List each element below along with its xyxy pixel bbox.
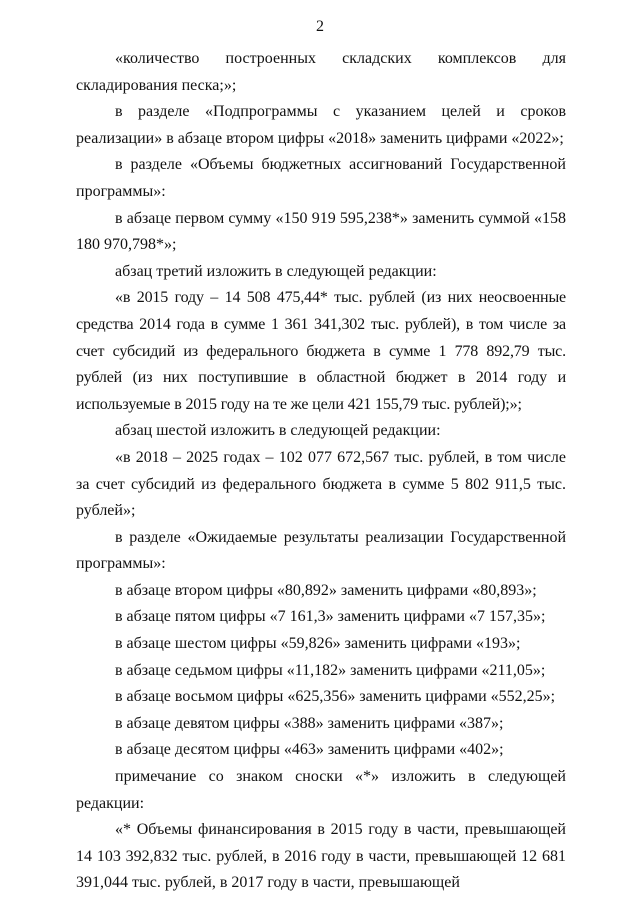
paragraph-13: в абзаце седьмом цифры «11,182» заменить цифрами «211,05»; xyxy=(115,661,546,679)
paragraph-12: в абзаце шестом цифры «59,826» заменить цифрами «193»; xyxy=(115,635,521,653)
paragraph-17: примечание со знаком сноски «*» изложить в следующей редакции: xyxy=(76,768,566,812)
page-number: 2 xyxy=(316,18,324,35)
paragraph-1: «количество построенных складских комплексов для складирования песка;»; xyxy=(76,50,566,94)
paragraph-14: в абзаце восьмом цифры «625,356» заменить цифрами «552,25»; xyxy=(115,688,556,706)
paragraph-10: в абзаце втором цифры «80,892» заменить цифрами «80,893»; xyxy=(115,581,537,599)
paragraph-6: «в 2015 году – 14 508 475,44* тыс. рублей (из них неосвоенные средства 2014 года в сумме 1 361 341,302 тыс. рублей), в том числе за счет субсидий из федерального бюджета в сумме 1 778 892,79 тыс. рублей (из них поступившие в областной бюджет в 2014 году и используемые в 2015 году на те же цели 421 155,79 тыс. рублей);»; xyxy=(76,289,566,413)
paragraph-8: «в 2018 – 2025 годах – 102 077 672,567 тыс. рублей, в том числе за счет субсидий из федерального бюджета в сумме 5 802 911,5 тыс. рублей»; xyxy=(76,448,566,520)
paragraph-3: в разделе «Объемы бюджетных ассигнований Государственной программы»: xyxy=(76,156,566,200)
paragraph-4: в абзаце первом сумму «150 919 595,238*» заменить суммой «158 180 970,798*»; xyxy=(76,209,566,254)
paragraph-7: абзац шестой изложить в следующей редакции: xyxy=(115,422,441,440)
paragraph-16: в абзаце десятом цифры «463» заменить цифрами «402»; xyxy=(115,741,504,759)
paragraph-9: в разделе «Ожидаемые результаты реализации Государственной программы»: xyxy=(76,528,566,573)
paragraph-18: «* Объемы финансирования в 2015 году в части, превышающей 14 103 392,832 тыс. рублей, в 2016 году в части, превышающей 12 681 391,044 тыс. рублей, в 2017 году в части, превышающей xyxy=(76,821,566,892)
document-body xyxy=(76,46,566,897)
paragraph-15: в абзаце девятом цифры «388» заменить цифрами «387»; xyxy=(115,714,504,732)
paragraph-11: в абзаце пятом цифры «7 161,3» заменить цифрами «7 157,35»; xyxy=(115,608,546,626)
paragraph-5: абзац третий изложить в следующей редакции: xyxy=(115,262,437,280)
paragraph-2: в разделе «Подпрограммы с указанием целей и сроков реализации» в абзаце втором цифры «2018» заменить цифрами «2022»; xyxy=(76,103,566,147)
